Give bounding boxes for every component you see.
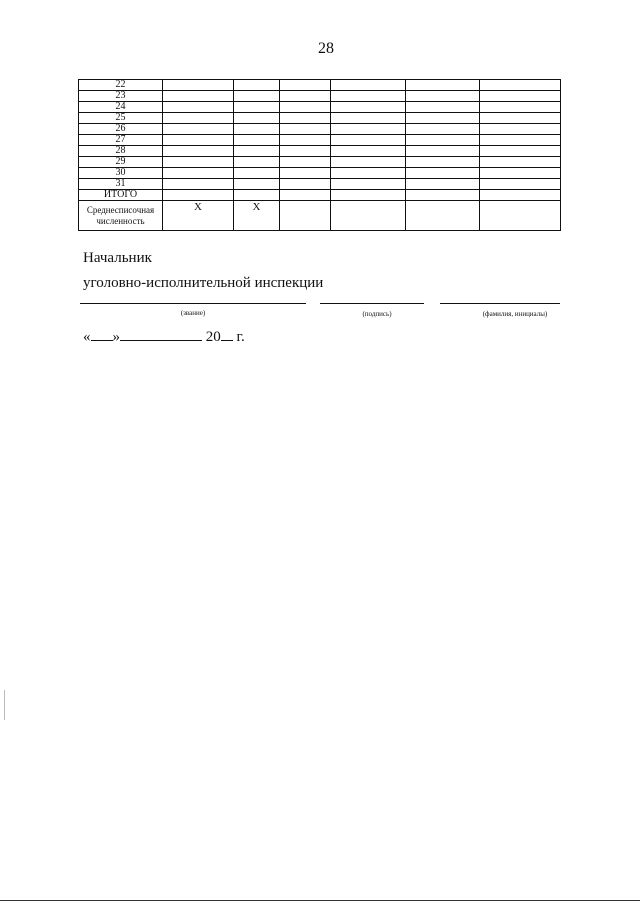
- table-body: [79, 80, 561, 231]
- caption-rank: (звание): [180, 309, 206, 317]
- table-row: [79, 91, 561, 102]
- date-open-quote: «: [83, 329, 91, 345]
- official-title: Начальник: [83, 250, 152, 266]
- day-blank: [91, 326, 113, 341]
- caption-signature: (подпись): [362, 310, 392, 318]
- row-label: 26: [79, 124, 163, 135]
- average-label-line1: Среднесписочная: [86, 204, 155, 215]
- date-line: [83, 326, 245, 346]
- signature-field-line: [320, 303, 424, 304]
- year-prefix: 20: [205, 329, 221, 345]
- table-row: [79, 80, 561, 91]
- row-label: 27: [79, 135, 163, 146]
- table-row: [79, 157, 561, 168]
- row-label: 24: [79, 102, 163, 113]
- signature-block: [83, 246, 323, 296]
- table-row: [79, 135, 561, 146]
- date-close-quote: »: [112, 329, 120, 345]
- rank-field-line: [80, 303, 306, 304]
- row-label: 31: [79, 179, 163, 190]
- x-mark: Х: [163, 201, 234, 231]
- table-row: [79, 168, 561, 179]
- caption-name: (фамилия, инициалы): [482, 310, 548, 318]
- row-label: 22: [79, 80, 163, 91]
- table-row: [79, 124, 561, 135]
- table-row: [79, 146, 561, 157]
- table-row-total: [79, 190, 561, 201]
- row-label-total: ИТОГО: [79, 190, 163, 201]
- row-label: 23: [79, 91, 163, 102]
- attendance-table: [78, 79, 561, 231]
- bottom-edge-line: [0, 900, 640, 901]
- row-label: 29: [79, 157, 163, 168]
- page-number: 28: [318, 40, 334, 57]
- table-row: [79, 113, 561, 124]
- margin-mark: [4, 690, 5, 720]
- row-label: 25: [79, 113, 163, 124]
- year-blank: [221, 326, 233, 341]
- row-label: 28: [79, 146, 163, 157]
- year-suffix: г.: [236, 329, 245, 345]
- name-field-line: [440, 303, 560, 304]
- row-label: 30: [79, 168, 163, 179]
- row-label-average: [79, 201, 163, 231]
- month-blank: [120, 326, 202, 341]
- table-row: [79, 102, 561, 113]
- table-row: [79, 179, 561, 190]
- table-row-average: [79, 201, 561, 231]
- official-department: уголовно-исполнительной инспекции: [83, 275, 324, 291]
- x-mark: Х: [234, 201, 280, 231]
- average-label-line2: численность: [96, 215, 145, 226]
